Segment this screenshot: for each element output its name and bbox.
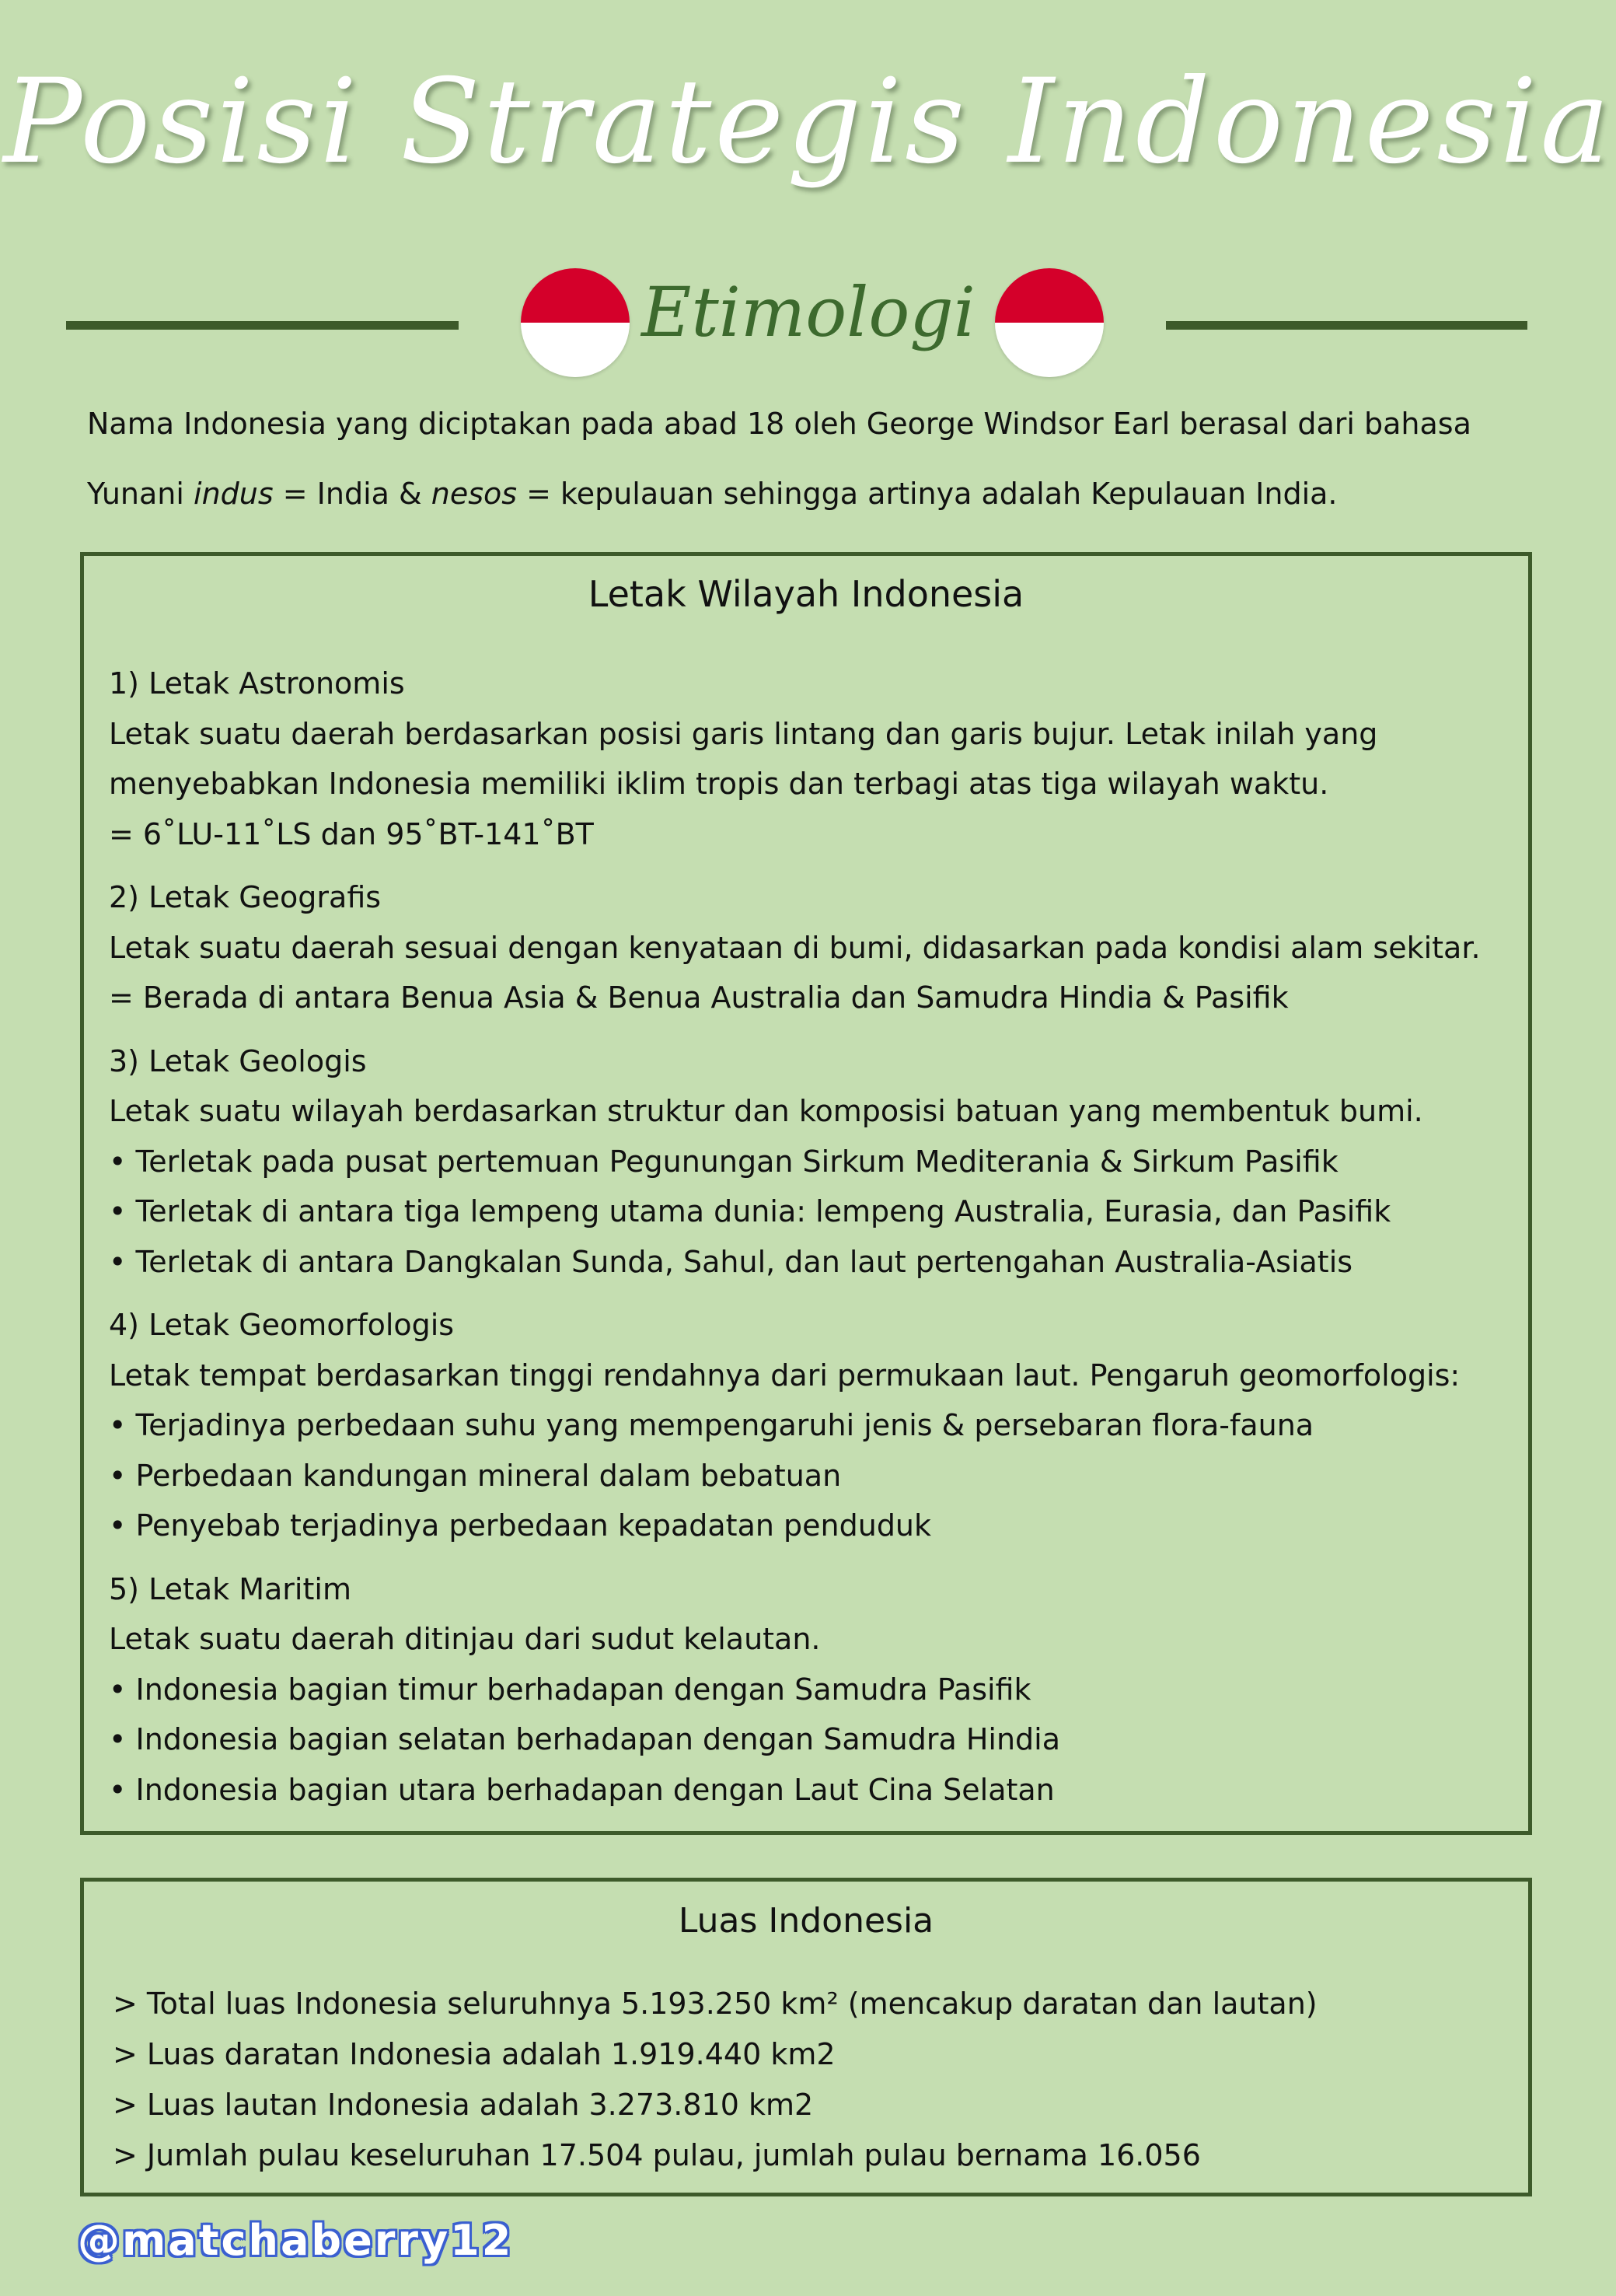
etimologi-line-2: Yunani indus = India & nesos = kepulauan sehingga artinya adalah Kepulauan India.	[87, 477, 1338, 511]
etimologi-line-1: Nama Indonesia yang diciptakan pada abad 18 oleh George Windsor Earl berasal dari bahasa	[87, 407, 1471, 441]
section-line: • Indonesia bagian timur berhadapan dengan Samudra Pasifik	[109, 1672, 1031, 1707]
letak-wilayah-heading: Letak Wilayah Indonesia	[588, 573, 1024, 615]
section-line: Letak tempat berdasarkan tinggi rendahnya dari permukaan laut. Pengaruh geomorfologis:	[109, 1358, 1461, 1393]
section-line: • Terjadinya perbedaan suhu yang mempengaruhi jenis & persebaran flora-fauna	[109, 1408, 1314, 1442]
section-title: 4) Letak Geomorfologis	[109, 1308, 455, 1342]
section-title: 1) Letak Astronomis	[109, 666, 405, 701]
luas-item: > Luas lautan Indonesia adalah 3.273.810 km2	[113, 2088, 814, 2122]
section-line: • Terletak pada pusat pertemuan Pegunungan Sirkum Mediterania & Sirkum Pasifik	[109, 1144, 1339, 1179]
luas-item: > Luas daratan Indonesia adalah 1.919.440 km2	[113, 2037, 836, 2071]
luas-list	[113, 1979, 1535, 2181]
etimologi-text	[87, 389, 1533, 529]
watermark: @matchaberry12	[78, 2216, 514, 2265]
section-line: menyebabkan Indonesia memiliki iklim tropis dan terbagi atas tiga wilayah waktu.	[109, 767, 1329, 801]
section-title: 5) Letak Maritim	[109, 1571, 351, 1606]
luas-item: > Jumlah pulau keseluruhan 17.504 pulau, jumlah pulau bernama 16.056	[113, 2138, 1201, 2172]
section-title: 3) Letak Geologis	[109, 1043, 367, 1078]
section-line: • Terletak di antara Dangkalan Sunda, Sahul, dan laut pertengahan Australia-Asiatis	[109, 1244, 1353, 1279]
indonesia-flag-icon	[995, 268, 1104, 377]
section-line: Letak suatu wilayah berdasarkan struktur dan komposisi batuan yang membentuk bumi.	[109, 1094, 1423, 1128]
etimologi-heading: Etimologi	[641, 272, 976, 352]
section-line: • Indonesia bagian utara berhadapan dengan Laut Cina Selatan	[109, 1772, 1055, 1807]
section-line: • Terletak di antara tiga lempeng utama dunia: lempeng Australia, Eurasia, dan Pasifik	[109, 1194, 1391, 1228]
section-line: • Perbedaan kandungan mineral dalam bebatuan	[109, 1458, 842, 1493]
divider-right	[1166, 321, 1527, 330]
letak-sections	[109, 659, 1531, 1815]
section-line: Letak suatu daerah sesuai dengan kenyataan di bumi, didasarkan pada kondisi alam sekitar.	[109, 930, 1481, 965]
section-line: = Berada di antara Benua Asia & Benua Australia dan Samudra Hindia & Pasifik	[109, 980, 1289, 1015]
section-line: Letak suatu daerah berdasarkan posisi garis lintang dan garis bujur. Letak inilah yang	[109, 716, 1378, 751]
section-line: Letak suatu daerah ditinjau dari sudut kelautan.	[109, 1622, 821, 1656]
luas-item: > Total luas Indonesia seluruhnya 5.193.250 km² (mencakup daratan dan lautan)	[113, 1987, 1318, 2021]
section-line: = 6˚LU-11˚LS dan 95˚BT-141˚BT	[109, 816, 594, 851]
divider-left	[66, 321, 459, 330]
indonesia-flag-icon	[521, 268, 630, 377]
section-line: • Penyebab terjadinya perbedaan kepadatan penduduk	[109, 1508, 932, 1543]
section-line: • Indonesia bagian selatan berhadapan dengan Samudra Hindia	[109, 1722, 1060, 1756]
section-title: 2) Letak Geografis	[109, 880, 382, 914]
page-title: Posisi Strategis Indonesia	[3, 54, 1613, 190]
luas-heading: Luas Indonesia	[678, 1901, 934, 1941]
